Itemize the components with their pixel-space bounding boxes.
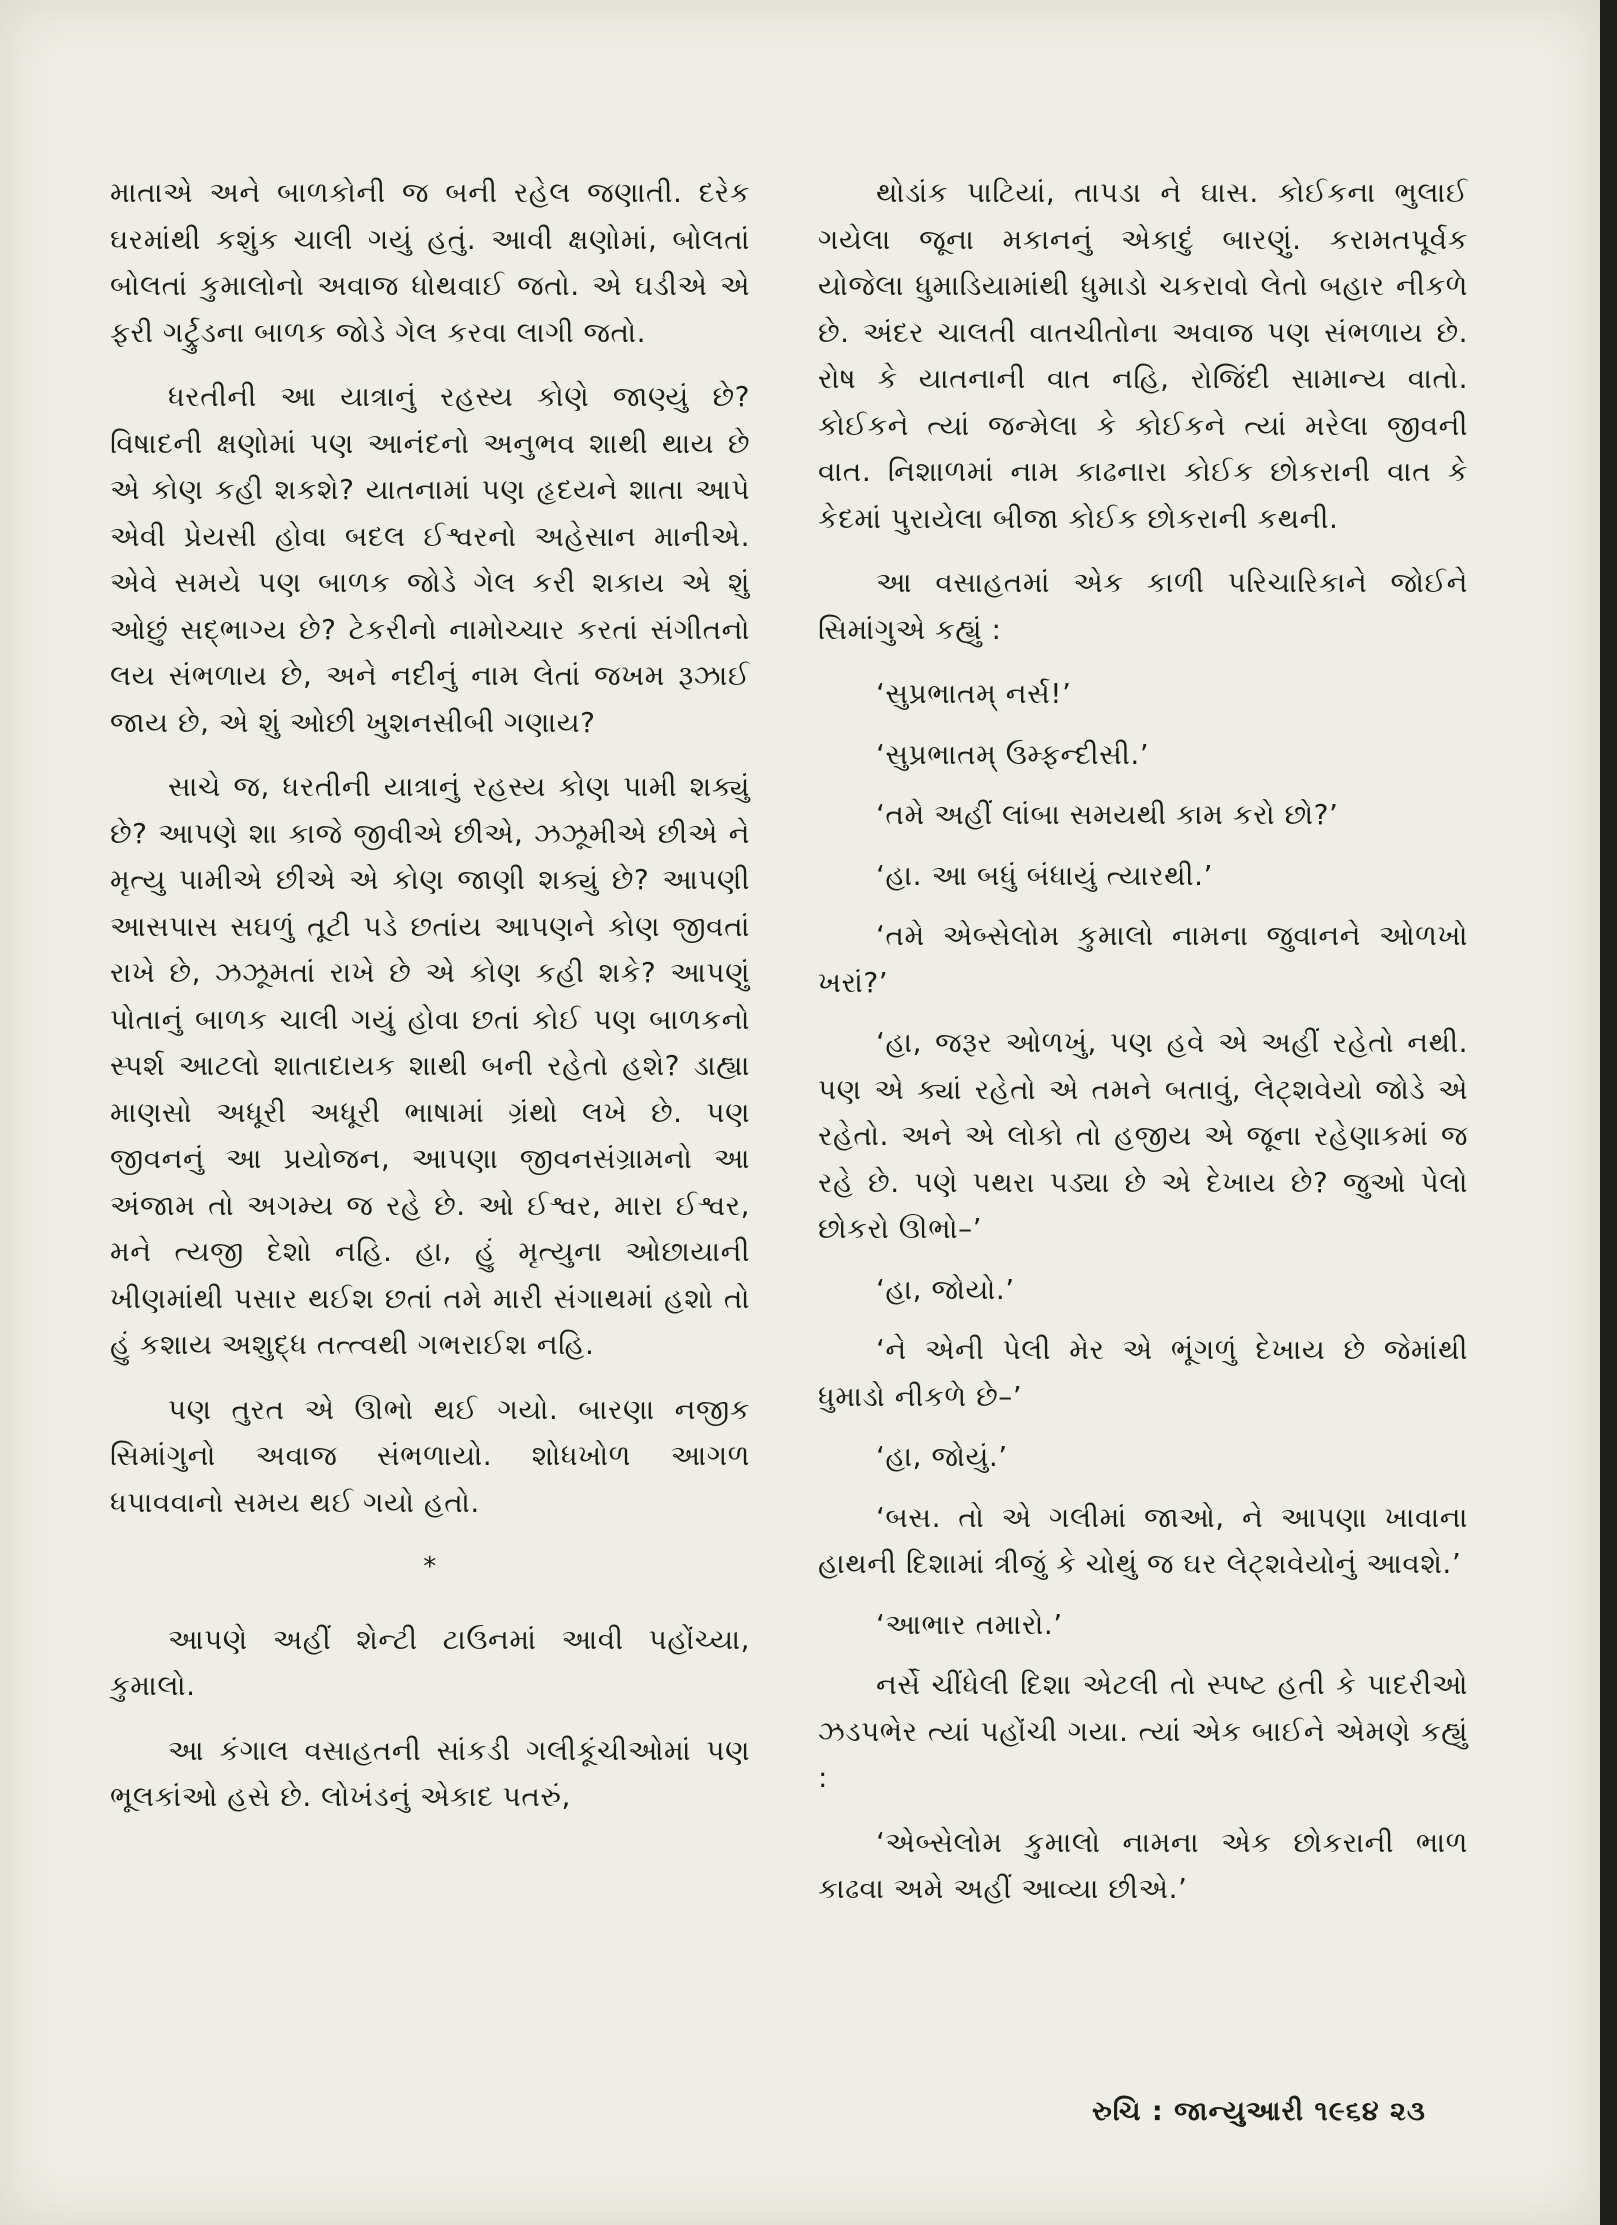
dialog-line: ‘આભાર તમારો.’ xyxy=(876,1607,1063,1641)
paragraph: ‘એબ્સેલોમ કુમાલો નામના એક છોકરાની ભાળ કાઢવા અમે અહીં આવ્યા છીએ.’ xyxy=(818,1825,1468,1905)
dialog-line: ‘હા. આ બધું બંધાયું ત્યારથી.’ xyxy=(876,858,1213,892)
dialog-line: ‘હા, જરૂર ઓળખું, પણ હવે એ અહીં રહેતો નથી. પણ એ ક્યાં રહેતો એ તમને બતાવું, લેટ્શવેયો જોડે એ રહેતો. અને એ લોકો તો હજીય એ જૂના રહેણાકમાં જ રહે છે. પણે પથરા પડ્યા છે એ દેખાય છે? જુઓ પેલો છોકરો ઊભો–’ xyxy=(818,1026,1468,1245)
dialog-line: ‘હા, જોયો.’ xyxy=(876,1272,1015,1306)
paragraph: આપણે અહીં શેન્ટી ટાઉનમાં આવી પહોંચ્યા, કુમાલો. xyxy=(110,1622,750,1702)
paragraph: નર્સે ચીંધેલી દિશા એટલી તો સ્પષ્ટ હતી કે પાદરીઓ ઝડપભેર ત્યાં પહોંચી ગયા. ત્યાં એક બાઈને એમણે કહ્યું : xyxy=(818,1668,1468,1794)
dialog-line: ‘ને એની પેલી મેર એ ભૂંગળું દેખાય છે જેમાંથી ધુમાડો નીકળે છે–’ xyxy=(818,1333,1468,1413)
dialog-line: ‘સુપ્રભાતમ્ નર્સ!’ xyxy=(876,677,1072,710)
paragraph: ધરતીની આ યાત્રાનું રહસ્ય કોણે જાણ્યું છે? વિષાદની ક્ષણોમાં પણ આનંદનો અનુભવ શાથી થાય છે એ કોણ કહી શકશે? યાતનામાં પણ હૃદયને શાતા આપે એવી પ્રેયસી હોવા બદલ ઈશ્વરનો અહેસાન માનીએ. એવે સમયે પણ બાળક જોડે ગેલ કરી શકાય એ શું ઓછું સદ્ભાગ્ય છે? ટેકરીનો નામોચ્ચાર કરતાં સંગીતનો લય સંભળાય છે, અને નદીનું નામ લેતાં જખમ રૂઝાઈ જાય છે, એ શું ઓછી ખુશનસીબી ગણાય? xyxy=(110,380,750,739)
dialog-line: ‘હા, જોયું.’ xyxy=(876,1440,1008,1473)
section-separator: * xyxy=(423,1552,437,1582)
right-column xyxy=(818,170,1468,1931)
dialog-line: ‘સુપ્રભાતમ્ ઉમ્ફન્દીસી.’ xyxy=(876,737,1150,771)
paragraph: પણ તુરત એ ઊભો થઈ ગયો. બારણા નજીક સિમાંગુનો અવાજ સંભળાયો. શોધખોળ આગળ ધપાવવાનો સમય થઈ ગયો હતો. xyxy=(110,1392,750,1519)
left-column xyxy=(110,170,750,1839)
dialog-line: ‘તમે એબ્સેલોમ કુમાલો નામના જુવાનને ઓળખો ખરાં?’ xyxy=(818,919,1468,999)
page-footer: રુચિ : જાન્યુઆરી ૧૯૬૪ ૨૩ xyxy=(1092,2096,1426,2127)
paragraph-intro: માતાએ અને બાળકોની જ બની રહેલ જણાતી. દરેક ઘરમાંથી કશુંક ચાલી ગયું હતું. આવી ક્ષણોમાં, બોલતાં બોલતાં કુમાલોનો અવાજ ધોથવાઈ જતો. એ ઘડીએ એ ફરી ગર્ટ્રુડના બાળક જોડે ગેલ કરવા લાગી જતો. xyxy=(110,176,750,349)
paragraph: આ કંગાલ વસાહતની સાંકડી ગલીકૂંચીઓમાં પણ ભૂલકાંઓ હસે છે. લોખંડનું એકાદ પતરું, xyxy=(110,1733,750,1813)
page-edge-shadow xyxy=(1600,0,1617,2225)
paragraph: આ વસાહતમાં એક કાળી પરિચારિકાને જોઈને સિમાંગુએ કહ્યું : xyxy=(818,566,1468,646)
dialog-line: ‘બસ. તો એ ગલીમાં જાઓ, ને આપણા ખાવાના હાથની દિશામાં ત્રીજું કે ચોથું જ ઘર લેટ્શવેયોનું આવશે.’ xyxy=(818,1500,1468,1580)
paragraph: થોડાંક પાટિયાં, તાપડા ને ઘાસ. કોઈકના ભુલાઈ ગયેલા જૂના મકાનનું એકાદું બારણું. કરામતપૂર્વક યોજેલા ધુમાડિયામાંથી ધુમાડો ચકરાવો લેતો બહાર નીકળે છે. અંદર ચાલતી વાતચીતોના અવાજ પણ સંભળાય છે. રોષ કે યાતનાની વાત નહિ, રોજિંદી સામાન્ય વાતો. કોઈકને ત્યાં જન્મેલા કે કોઈકને ત્યાં મરેલા જીવની વાત. નિશાળમાં નામ કાઢનારા કોઈક છોકરાની વાત કે કેદમાં પુરાયેલા બીજા કોઈક છોકરાની કથની. xyxy=(818,176,1468,535)
paragraph: સાચે જ, ધરતીની યાત્રાનું રહસ્ય કોણ પામી શક્યું છે? આપણે શા કાજે જીવીએ છીએ, ઝઝૂમીએ છીએ ને મૃત્યુ પામીએ છીએ એ કોણ જાણી શક્યું છે? આપણી આસપાસ સઘળું તૂટી પડે છતાંય આપણને કોણ જીવતાં રાખે છે, ઝઝૂમતાં રાખે છે એ કોણ કહી શકે? આપણું પોતાનું બાળક ચાલી ગયું હોવા છતાં કોઈ પણ બાળકનો સ્પર્શ આટલો શાતાદાયક શાથી બની રહેતો હશે? ડાહ્યા માણસો અધૂરી અધૂરી ભાષામાં ગ્રંથો લખે છે. પણ જીવનનું આ પ્રયોજન, આપણા જીવનસંગ્રામનો આ અંજામ તો અગમ્ય જ રહે છે. ઓ ઈશ્વર, મારા ઈશ્વર, મને ત્યજી દેશો નહિ. હા, હું મૃત્યુના ઓછાયાની ખીણમાંથી પસાર થઈશ છતાં તમે મારી સંગાથમાં હશો તો હું કશાય અશુદ્ધ તત્ત્વથી ગભરાઈશ નહિ. xyxy=(110,770,750,1361)
dialog-line: ‘તમે અહીં લાંબા સમયથી કામ કરો છો?’ xyxy=(876,798,1339,831)
